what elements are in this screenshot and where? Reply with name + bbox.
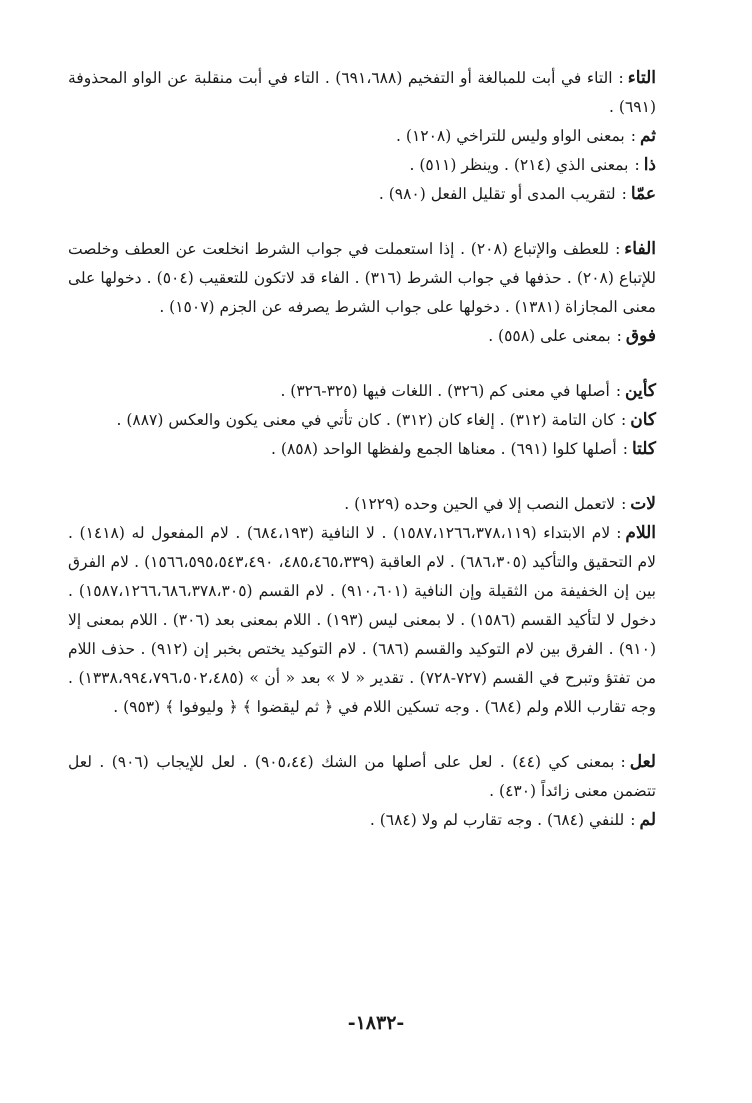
entry-lam xyxy=(68,519,656,722)
entry-term: التاء xyxy=(627,68,656,88)
entry-amma xyxy=(68,180,656,209)
entry-text: كان التامة (٣١٢) . إلغاء كان (٣١٢) . كان تأتي في معنى يكون والعكس (٨٨٧) . xyxy=(116,411,615,429)
entry-text: التاء في أبت للمبالغة أو التفخيم (٦٩١،٦٨٨) . التاء في أبت منقلبة عن الواو المحذوفة (٦٩١) . xyxy=(68,69,656,116)
entry-term: فوق xyxy=(625,326,656,346)
entry-colon: : xyxy=(621,495,627,513)
entry-text: لاتعمل النصب إلا في الحين وحده (١٢٢٩) . xyxy=(344,495,616,513)
entry-lam-nafy xyxy=(68,806,656,835)
entry-text: أصلها في معنى كم (٣٢٦) . اللغات فيها (٣٢٥-٣٢٦) . xyxy=(280,382,610,400)
entry-laalla xyxy=(68,748,656,806)
entry-term: كأين xyxy=(625,381,656,401)
entry-colon: : xyxy=(615,240,621,258)
entry-text: بمعنى كي (٤٤) . لعل على أصلها من الشك (٩٠٥،٤٤) . لعل للإيجاب (٩٠٦) . لعل تتضمن معنى زائداً (٤٣٠) . xyxy=(68,753,656,800)
entry-term: الفاء xyxy=(624,239,656,259)
entry-text: لتقريب المدى أو تقليل الفعل (٩٨٠) . xyxy=(378,185,616,203)
entry-term: ثم xyxy=(639,126,656,146)
entry-term: كان xyxy=(630,410,656,430)
entry-lata xyxy=(68,490,656,519)
entry-term: كلتا xyxy=(631,439,656,459)
entry-term: اللام xyxy=(625,523,656,543)
entry-colon: : xyxy=(621,411,627,429)
entry-colon: : xyxy=(622,440,628,458)
entry-term: لات xyxy=(630,494,656,514)
entry-dha xyxy=(68,151,656,180)
entry-colon: : xyxy=(616,327,622,345)
page-number: -١٨٣٢- xyxy=(347,1012,405,1034)
entry-kana xyxy=(68,406,656,435)
entry-text: بمعنى الذي (٢١٤) . وينظر (٥١١) . xyxy=(409,156,629,174)
entry-term: عمّا xyxy=(630,184,656,204)
entry-term: لعل xyxy=(629,752,656,772)
entry-text: للعطف والإتباع (٢٠٨) . إذا استعملت في جواب الشرط انخلعت عن العطف وخلصت للإتباع (٢٠٨) . حذفها في جواب الشرط (٣١٦) . الفاء قد لاتكون للتعقيب (٥٠٤) . دخولها على معنى المجازاة (١٣٨١) . دخولها على جواب الشرط يصرفه عن الجزم (١٥٠٧) . xyxy=(68,240,656,316)
entry-text: للنفي (٦٨٤) . وجه تقارب لم ولا (٦٨٤) . xyxy=(369,811,625,829)
entry-kilta xyxy=(68,435,656,464)
entry-text: بمعنى على (٥٥٨) . xyxy=(488,327,611,345)
entry-taa xyxy=(68,64,656,122)
entry-faa xyxy=(68,235,656,322)
entry-thumma xyxy=(68,122,656,151)
entry-text: أصلها كلوا (٦٩١) . معناها الجمع ولفظها الواحد (٨٥٨) . xyxy=(271,440,617,458)
entry-colon: : xyxy=(620,753,626,771)
entry-colon: : xyxy=(616,524,622,542)
entry-text: لام الابتداء (١٥٨٧،١٢٦٦،٣٧٨،١١٩) . لا النافية (٦٨٤،١٩٣) . لام المفعول له (١٤١٨) . لام التحقيق والتأكيد (٦٨٦،٣٠٥) . لام العاقبة (٤٨٥،٤٦٥،٣٣٩، ١٥٦٦،٥٩٥،٥٤٣،٤٩٠) . لام الفرق بين إن الخفيفة من الثقيلة وإن النافية (٩١٠،٦٠١) . لام القسم (١٥٨٧،١٢٦٦،٦٨٦،٣٧٨،٣٠٥) . دخول لا لتأكيد القسم (١٥٨٦) . لا بمعنى ليس (١٩٣) . اللام بمعنى بعد (٣٠٦) . اللام بمعنى إلا (٩١٠) . الفرق بين لام التوكيد والقسم (٦٨٦) . لام التوكيد يختص بخبر إن (٩١٢) . حذف اللام من تفتؤ وتبرح في القسم (٧٢٧-٧٢٨) . تقدير « لا » بعد « أن » (١٣٣٨،٩٩٤،٧٩٦،٥٠٢،٤٨٥) . وجه تقارب اللام ولم (٦٨٤) . وجه تسكين اللام في ﴿ ثم ليقضوا ﴾ ﴿ وليوفوا ﴾ (٩٥٣) . xyxy=(68,524,657,716)
entry-kaayyin xyxy=(68,377,656,406)
entry-colon: : xyxy=(630,811,636,829)
entry-colon: : xyxy=(621,185,627,203)
entry-fawq xyxy=(68,322,656,351)
index-entries xyxy=(68,64,656,835)
entry-term: ذا xyxy=(643,155,656,175)
entry-colon: : xyxy=(634,156,640,174)
entry-text: بمعنى الواو وليس للتراخي (١٢٠٨) . xyxy=(396,127,625,145)
entry-colon: : xyxy=(618,69,624,87)
entry-colon: : xyxy=(630,127,636,145)
entry-term: لم xyxy=(639,810,656,830)
entry-colon: : xyxy=(615,382,622,400)
